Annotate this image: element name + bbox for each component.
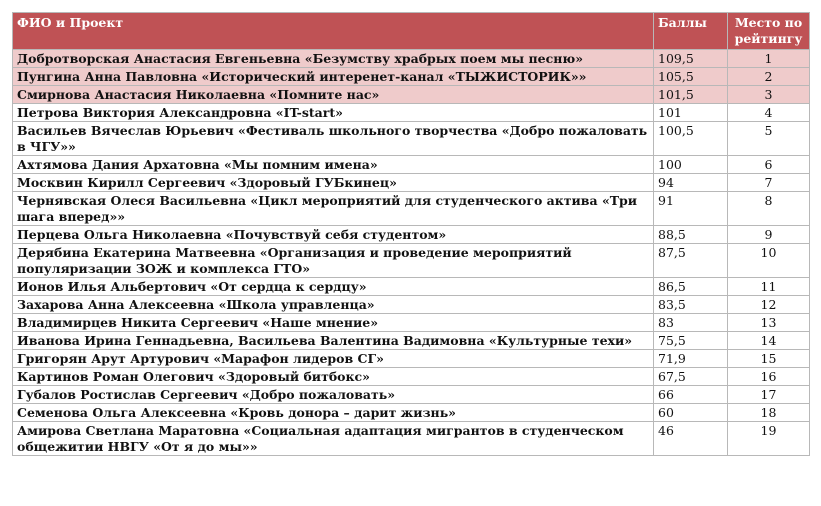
participant-name-project: Семенова Ольга Алексеевна «Кровь донора – дарит жизнь» xyxy=(13,404,654,422)
score-cell: 101,5 xyxy=(654,86,728,104)
table-row xyxy=(13,350,810,368)
score-cell: 75,5 xyxy=(654,332,728,350)
score-cell: 60 xyxy=(654,404,728,422)
participant-name-project: Ионов Илья Альбертович «От сердца к сердцу» xyxy=(13,278,654,296)
table-row xyxy=(13,192,810,226)
score-cell: 91 xyxy=(654,192,728,226)
participant-name-project: Захарова Анна Алексеевна «Школа управленца» xyxy=(13,296,654,314)
place-cell: 6 xyxy=(728,156,810,174)
score-cell: 86,5 xyxy=(654,278,728,296)
table-row xyxy=(13,314,810,332)
score-cell: 88,5 xyxy=(654,226,728,244)
table-row xyxy=(13,386,810,404)
participant-name-project: Картинов Роман Олегович «Здоровый битбокс» xyxy=(13,368,654,386)
participant-name-project: Петрова Виктория Александровна «IT-start» xyxy=(13,104,654,122)
table-row xyxy=(13,404,810,422)
table-row xyxy=(13,174,810,192)
place-cell: 9 xyxy=(728,226,810,244)
table-row xyxy=(13,278,810,296)
place-cell: 15 xyxy=(728,350,810,368)
table-body xyxy=(13,50,810,456)
score-cell: 105,5 xyxy=(654,68,728,86)
place-cell: 12 xyxy=(728,296,810,314)
score-cell: 94 xyxy=(654,174,728,192)
place-cell: 10 xyxy=(728,244,810,278)
place-cell: 2 xyxy=(728,68,810,86)
participant-name-project: Ахтямова Дания Архатовна «Мы помним имена» xyxy=(13,156,654,174)
score-cell: 101 xyxy=(654,104,728,122)
place-cell: 1 xyxy=(728,50,810,68)
table-row xyxy=(13,122,810,156)
score-cell: 67,5 xyxy=(654,368,728,386)
header-score: Баллы xyxy=(654,13,728,50)
table-row xyxy=(13,332,810,350)
place-cell: 3 xyxy=(728,86,810,104)
header-row xyxy=(13,13,810,50)
participant-name-project: Смирнова Анастасия Николаевна «Помните нас» xyxy=(13,86,654,104)
header-name-project: ФИО и Проект xyxy=(13,13,654,50)
place-cell: 8 xyxy=(728,192,810,226)
place-cell: 7 xyxy=(728,174,810,192)
score-cell: 83 xyxy=(654,314,728,332)
participant-name-project: Чернявская Олеся Васильевна «Цикл мероприятий для студенческого актива «Три шага вперед»» xyxy=(13,192,654,226)
table-row xyxy=(13,50,810,68)
score-cell: 100 xyxy=(654,156,728,174)
table-row xyxy=(13,104,810,122)
score-cell: 46 xyxy=(654,422,728,456)
score-cell: 66 xyxy=(654,386,728,404)
place-cell: 17 xyxy=(728,386,810,404)
participant-name-project: Перцева Ольга Николаевна «Почувствуй себя студентом» xyxy=(13,226,654,244)
table-row xyxy=(13,226,810,244)
participant-name-project: Григорян Арут Артурович «Марафон лидеров СГ» xyxy=(13,350,654,368)
participant-name-project: Пунгина Анна Павловна «Исторический интеренет-канал «ТЫЖИСТОРИК»» xyxy=(13,68,654,86)
participant-name-project: Губалов Ростислав Сергеевич «Добро пожаловать» xyxy=(13,386,654,404)
place-cell: 16 xyxy=(728,368,810,386)
table-row xyxy=(13,422,810,456)
score-cell: 71,9 xyxy=(654,350,728,368)
participant-name-project: Владимирцев Никита Сергеевич «Наше мнение» xyxy=(13,314,654,332)
table-header xyxy=(13,13,810,50)
participant-name-project: Москвин Кирилл Сергеевич «Здоровый ГУБкинец» xyxy=(13,174,654,192)
table-row xyxy=(13,244,810,278)
participant-name-project: Иванова Ирина Геннадьевна, Васильева Валентина Вадимовна «Культурные техи» xyxy=(13,332,654,350)
participant-name-project: Дерябина Екатерина Матвеевна «Организация и проведение мероприятий популяризации ЗОЖ и комплекса ГТО» xyxy=(13,244,654,278)
table-row xyxy=(13,156,810,174)
header-place: Место по рейтингу xyxy=(728,13,810,50)
table-row xyxy=(13,68,810,86)
rating-table xyxy=(12,12,810,456)
place-cell: 13 xyxy=(728,314,810,332)
score-cell: 87,5 xyxy=(654,244,728,278)
table-row xyxy=(13,86,810,104)
score-cell: 109,5 xyxy=(654,50,728,68)
place-cell: 18 xyxy=(728,404,810,422)
table-row xyxy=(13,296,810,314)
place-cell: 11 xyxy=(728,278,810,296)
participant-name-project: Добротворская Анастасия Евгеньевна «Безумству храбрых поем мы песню» xyxy=(13,50,654,68)
participant-name-project: Амирова Светлана Маратовна «Социальная адаптация мигрантов в студенческом общежитии НВГУ «От я до мы»» xyxy=(13,422,654,456)
place-cell: 14 xyxy=(728,332,810,350)
score-cell: 100,5 xyxy=(654,122,728,156)
participant-name-project: Васильев Вячеслав Юрьевич «Фестиваль школьного творчества «Добро пожаловать в ЧГУ»» xyxy=(13,122,654,156)
place-cell: 5 xyxy=(728,122,810,156)
place-cell: 4 xyxy=(728,104,810,122)
table-row xyxy=(13,368,810,386)
score-cell: 83,5 xyxy=(654,296,728,314)
rating-table-container xyxy=(12,12,809,493)
place-cell: 19 xyxy=(728,422,810,456)
